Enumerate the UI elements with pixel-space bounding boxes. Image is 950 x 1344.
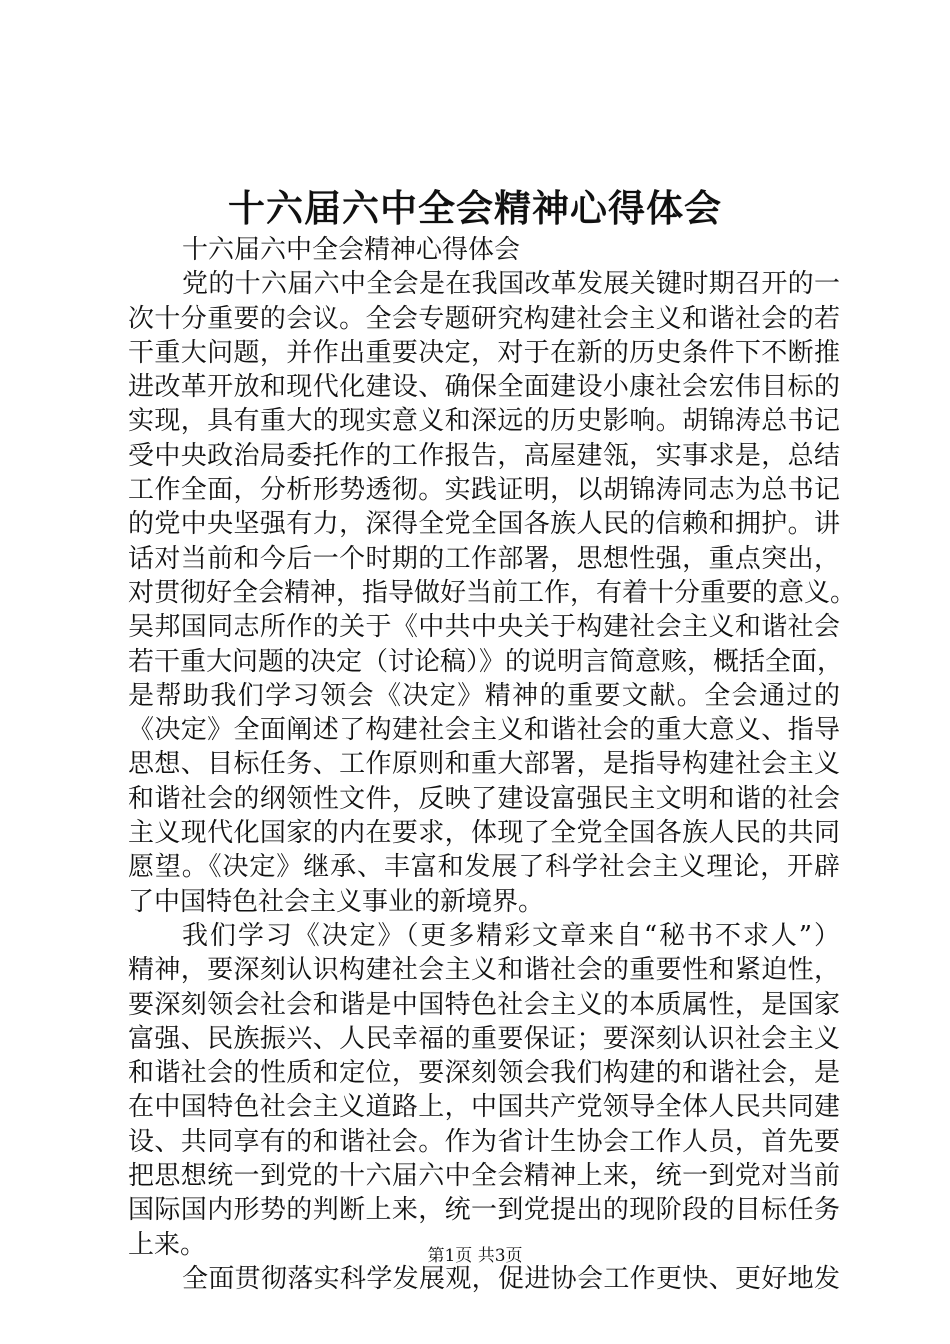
text-line: 受中央政治局委托作的工作报告，高屋建瓴，实事求是，总结 — [128, 440, 840, 471]
text-line: 思想、目标任务、工作原则和重大部署，是指导构建社会主义 — [128, 749, 840, 780]
text-line: 的党中央坚强有力，深得全党全国各族人民的信赖和拥护。讲 — [128, 509, 840, 540]
text-line: 若干重大问题的决定（讨论稿）》的说明言简意赅，概括全面， — [128, 646, 844, 677]
text-line: 设、共同享有的和谐社会。作为省计生协会工作人员，首先要 — [128, 1126, 840, 1157]
text-line: 吴邦国同志所作的关于《中共中央关于构建社会主义和谐社会 — [128, 612, 840, 643]
text-line: 富强、民族振兴、人民幸福的重要保证；要深刻认识社会主义 — [128, 1023, 840, 1054]
document-body — [128, 233, 857, 1296]
text-line: 国际国内形势的判断上来，统一到党提出的现阶段的目标任务 — [128, 1195, 840, 1226]
text-line: 在中国特色社会主义道路上，中国共产党领导全体人民共同建 — [128, 1092, 840, 1123]
text-line: 和谐社会的纲领性文件，反映了建设富强民主文明和谐的社会 — [128, 783, 840, 814]
text-line: 我们学习《决定》（更多精彩文章来自“秘书不求人”） — [182, 920, 840, 951]
text-line: 进改革开放和现代化建设、确保全面建设小康社会宏伟目标的 — [128, 372, 840, 403]
text-line: 和谐社会的性质和定位，要深刻领会我们构建的和谐社会，是 — [128, 1058, 840, 1089]
text-line: 了中国特色社会主义事业的新境界。 — [128, 886, 545, 917]
text-line: 主义现代化国家的内在要求，体现了全党全国各族人民的共同 — [128, 818, 840, 849]
text-line: 话对当前和今后一个时期的工作部署，思想性强，重点突出， — [128, 543, 840, 574]
text-line: 对贯彻好全会精神，指导做好当前工作，有着十分重要的意义。 — [128, 577, 857, 608]
text-line: 干重大问题，并作出重要决定，对于在新的历史条件下不断推 — [128, 337, 840, 368]
text-line: 次十分重要的会议。全会专题研究构建社会主义和谐社会的若 — [128, 303, 840, 334]
document-title: 十六届六中全会精神心得体会 — [228, 186, 722, 230]
text-line: 精神，要深刻认识构建社会主义和谐社会的重要性和紧迫性， — [128, 955, 840, 986]
text-line: 上来。 — [128, 1229, 207, 1260]
text-line: 愿望。《决定》继承、丰富和发展了科学社会主义理论，开辟 — [128, 852, 840, 883]
text-line: 是帮助我们学习领会《决定》精神的重要文献。全会通过的 — [128, 680, 840, 711]
text-line: 《决定》全面阐述了构建社会主义和谐社会的重大意义、指导 — [128, 715, 840, 746]
text-line: 工作全面，分析形势透彻。实践证明，以胡锦涛同志为总书记 — [128, 475, 840, 506]
text-line: 要深刻领会社会和谐是中国特色社会主义的本质属性，是国家 — [128, 989, 840, 1020]
text-line: 实现，具有重大的现实意义和深远的历史影响。胡锦涛总书记 — [128, 406, 840, 437]
text-line: 十六届六中全会精神心得体会 — [182, 235, 521, 265]
page-footer: 第1页 共3页 — [427, 1246, 523, 1266]
text-line: 党的十六届六中全会是在我国改革发展关键时期召开的一 — [182, 269, 840, 300]
text-line: 全面贯彻落实科学发展观，促进协会工作更快、更好地发 — [182, 1263, 840, 1294]
text-line: 把思想统一到党的十六届六中全会精神上来，统一到党对当前 — [128, 1161, 840, 1192]
